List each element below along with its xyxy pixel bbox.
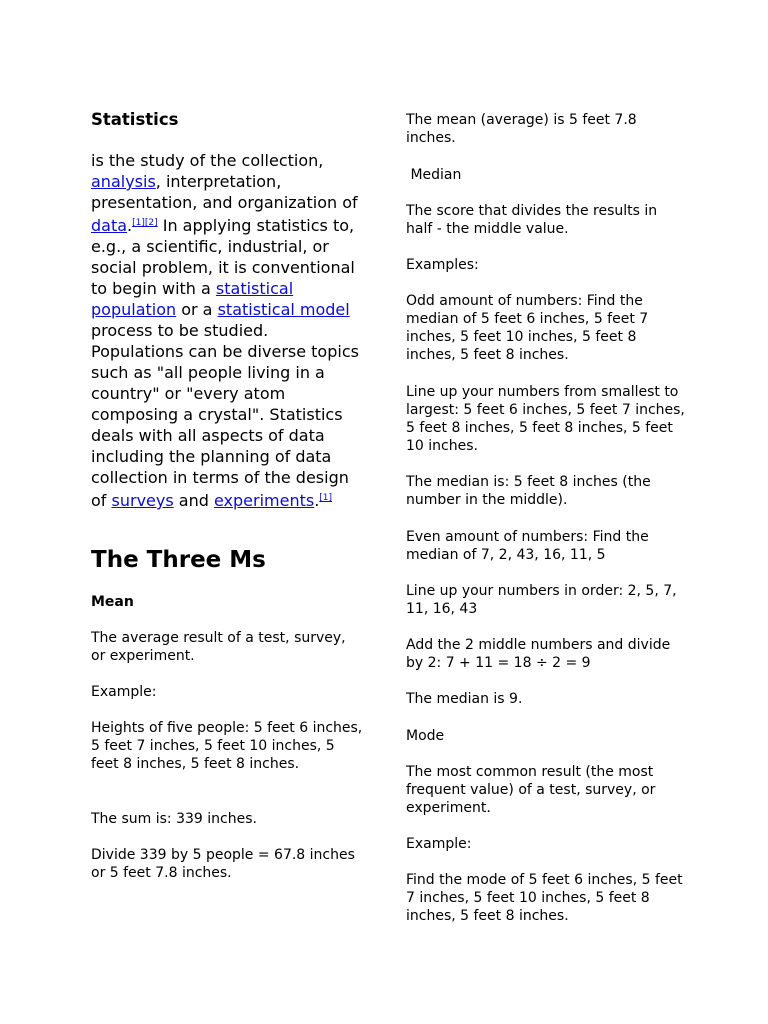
median-definition: The score that divides the results in half - the middle value.	[406, 203, 658, 237]
three-ms-heading: The Three Ms	[91, 547, 266, 573]
line-up-even: Line up your numbers in order: 2, 5, 7, 11, 16, 43	[406, 583, 677, 617]
examples-label: Examples:	[406, 257, 479, 273]
statistical-model-link[interactable]: statistical model	[217, 300, 350, 319]
median-subheading: Median	[406, 167, 462, 183]
example-label: Example:	[406, 836, 472, 852]
median-is-odd: The median is: 5 feet 8 inches (the number in the middle).	[406, 474, 651, 508]
divide-text: Divide 339 by 5 people = 67.8 inches or 5 feet 7.8 inches.	[91, 847, 355, 881]
statistics-intro-paragraph	[91, 150, 363, 511]
intro-text: and	[173, 491, 214, 510]
citation-1-2-link[interactable]: [1][2]	[132, 218, 158, 228]
analysis-link[interactable]: analysis	[91, 172, 156, 191]
mode-subheading: Mode	[406, 728, 445, 744]
add-middle-numbers: Add the 2 middle numbers and divide by 2: 7 + 11 = 18 ÷ 2 = 9	[406, 637, 671, 671]
intro-text: In applying statistics to, e.g., a scientific, industrial, or social problem, it is conventional to begin with a	[91, 216, 355, 298]
mode-example: Find the mode of 5 feet 6 inches, 5 feet 7 inches, 5 feet 10 inches, 5 feet 8 inches, 5 feet 8 inches.	[406, 872, 683, 924]
line-up-odd: Line up your numbers from smallest to largest: 5 feet 6 inches, 5 feet 7 inches, 5 feet 8 inches, 5 feet 8 inches, 5 feet 10 inches.	[406, 384, 685, 454]
heights-example: Heights of five people: 5 feet 6 inches, 5 feet 7 inches, 5 feet 10 inches, 5 feet 8 inches, 5 feet 8 inches.	[91, 720, 363, 772]
sum-text: The sum is: 339 inches.	[91, 811, 257, 827]
mean-result: The mean (average) is 5 feet 7.8 inches.	[406, 112, 637, 146]
citation-1-link[interactable]: [1]	[319, 493, 333, 503]
mode-definition: The most common result (the most frequent value) of a test, survey, or experiment.	[406, 764, 656, 816]
even-amount-example: Even amount of numbers: Find the median of 7, 2, 43, 16, 11, 5	[406, 529, 649, 563]
mean-subheading: Mean	[91, 594, 134, 610]
surveys-link[interactable]: surveys	[111, 491, 174, 510]
data-link[interactable]: data	[91, 216, 128, 235]
odd-amount-example: Odd amount of numbers: Find the median of 5 feet 6 inches, 5 feet 7 inches, 5 feet 10 inches, 5 feet 8 inches, 5 feet 8 inches.	[406, 293, 649, 363]
mean-definition: The average result of a test, survey, or experiment.	[91, 630, 346, 664]
experiments-link[interactable]: experiments	[213, 491, 315, 510]
intro-text: , interpretation, presentation, and organization of	[91, 172, 358, 212]
intro-text: .	[127, 216, 133, 235]
statistics-heading: Statistics	[91, 110, 179, 129]
intro-text: .	[314, 491, 320, 510]
intro-text: process to be studied. Populations can be diverse topics such as "all people living in a country" or "every atom composing a crystal". Statistics deals with all aspects of data including the planning of data collection in terms of the design of	[91, 321, 359, 510]
median-is-even: The median is 9.	[406, 691, 523, 707]
intro-text: is the study of the collection,	[91, 151, 324, 170]
intro-text: or a	[176, 300, 218, 319]
example-label: Example:	[91, 684, 157, 700]
statistical-population-link[interactable]: statistical population	[91, 279, 294, 319]
